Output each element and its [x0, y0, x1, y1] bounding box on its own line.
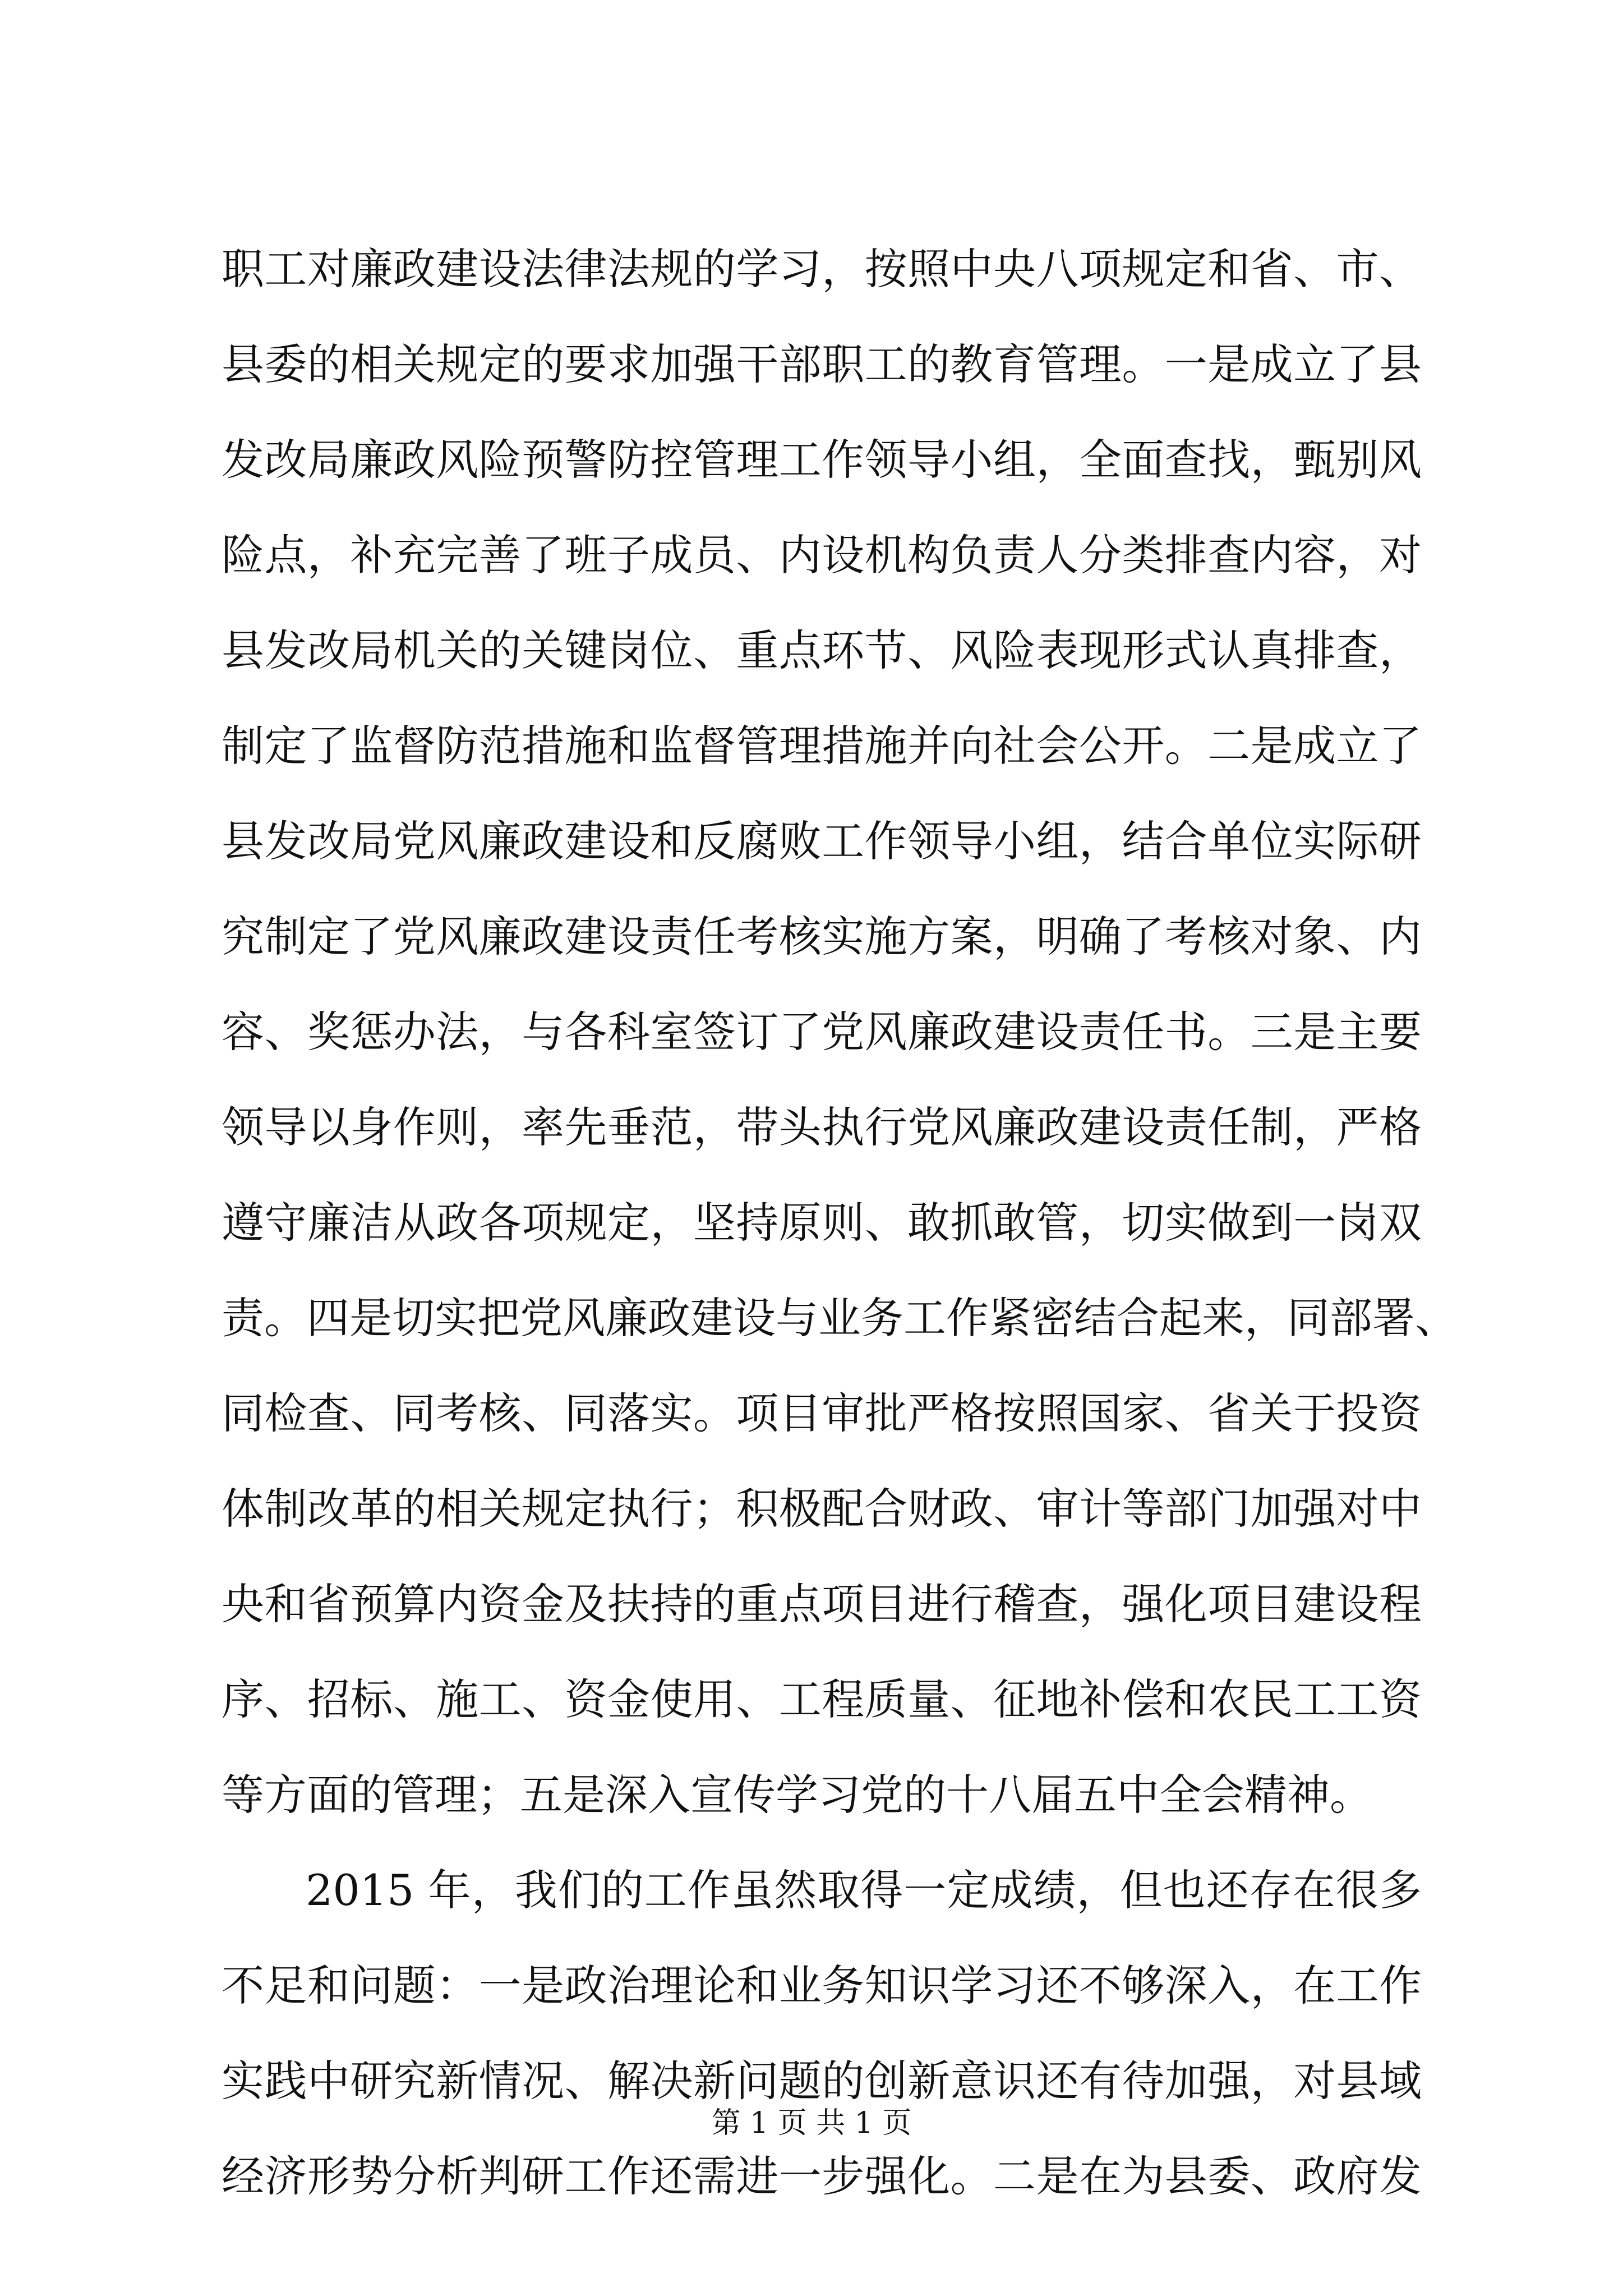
text-line: 央和省预算内资金及扶持的重点项目进行稽查，强化项目建设程: [222, 1579, 1422, 1629]
text-line: 责。四是切实把党风廉政建设与业务工作紧密结合起来，同部署、: [222, 1293, 1458, 1343]
paragraph-2: [222, 1843, 1422, 2224]
text-line: 经济形势分析判研工作还需进一步强化。二是在为县委、政府发: [222, 2151, 1422, 2201]
text-line: 职工对廉政建设法律法规的学习，按照中央八项规定和省、市、: [222, 244, 1422, 294]
text-line: 县发改局党风廉政建设和反腐败工作领导小组，结合单位实际研: [222, 816, 1422, 866]
text-line: 同检查、同考核、同落实。项目审批严格按照国家、省关于投资: [222, 1388, 1422, 1438]
text-line: 领导以身作则，率先垂范，带头执行党风廉政建设责任制，严格: [222, 1102, 1422, 1152]
text-line: 体制改革的相关规定执行；积极配合财政、审计等部门加强对中: [222, 1484, 1422, 1534]
text-line: 险点，补充完善了班子成员、内设机构负责人分类排查内容，对: [222, 530, 1422, 580]
text-line: 制定了监督防范措施和监督管理措施并向社会公开。二是成立了: [222, 721, 1422, 771]
text-line: 发改局廉政风险预警防控管理工作领导小组，全面查找，甄别风: [222, 435, 1422, 485]
text-line: 序、招标、施工、资金使用、工程质量、征地补偿和农民工工资: [222, 1674, 1422, 1724]
text-line: 容、奖惩办法，与各科室签订了党风廉政建设责任书。三是主要: [222, 1007, 1422, 1057]
paragraph-1: [222, 222, 1458, 1843]
text-line: 县发改局机关的关键岗位、重点环节、风险表现形式认真排查，: [222, 625, 1422, 675]
text-line: 实践中研究新情况、解决新问题的创新意识还有待加强，对县域: [222, 2056, 1422, 2106]
document-body: [222, 222, 1458, 2224]
text-line: 不足和问题：一是政治理论和业务知识学习还不够深入，在工作: [222, 1961, 1422, 2010]
text-line: 遵守廉洁从政各项规定，坚持原则、敢抓敢管，切实做到一岗双: [222, 1198, 1422, 1248]
text-line: 2015 年，我们的工作虽然取得一定成绩，但也还存在很多: [306, 1865, 1422, 1915]
page-footer: 第 1 页 共 1 页: [711, 2106, 912, 2140]
text-line: 县委的相关规定的要求加强干部职工的教育管理。一是成立了县: [222, 339, 1422, 389]
text-line: 究制定了党风廉政建设责任考核实施方案，明确了考核对象、内: [222, 912, 1422, 961]
text-line: 等方面的管理；五是深入宣传学习党的十八届五中全会精神。: [222, 1770, 1372, 1820]
